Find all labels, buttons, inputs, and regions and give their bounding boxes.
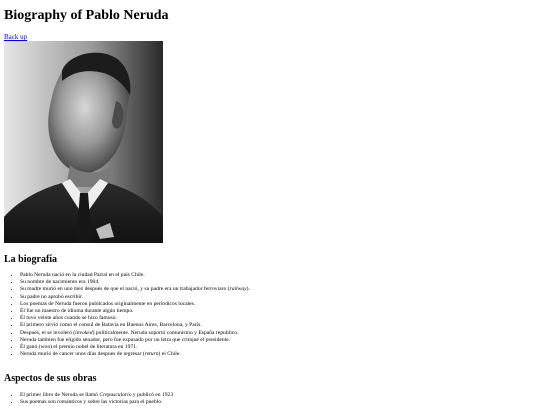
text-run: ) el Chile. bbox=[158, 351, 181, 358]
text-run: y publicó en 1923 bbox=[131, 392, 174, 398]
italic-term: invoked bbox=[75, 329, 93, 336]
page-title: Biography of Pablo Neruda bbox=[4, 8, 169, 23]
italic-term: railway bbox=[229, 286, 247, 293]
text-run: Su padre no aprobó escribir. bbox=[20, 293, 83, 300]
list-item bbox=[20, 351, 540, 358]
list-item bbox=[20, 330, 540, 337]
text-run: Los poemas de Neruda fueron publicados originalmente en periodicos locales. bbox=[20, 300, 196, 307]
works-list bbox=[4, 392, 540, 406]
list-item bbox=[20, 286, 540, 293]
text-run: Pablo Neruda nació en la ciudad Parral en el país Chile. bbox=[20, 272, 145, 278]
list-item bbox=[20, 337, 540, 344]
text-run: ). bbox=[246, 286, 250, 293]
list-item bbox=[20, 322, 540, 329]
text-run: Neruda tambien fue eligido senador, pero fue expusado por un letra que critiqué el presidente. bbox=[20, 336, 231, 343]
neruda-portrait-image bbox=[4, 41, 163, 243]
biography-list bbox=[4, 272, 540, 358]
text-run: Su madre murió en uno mez después de que el nació, y su padre era un trabajador ferroviaro ( bbox=[20, 286, 230, 293]
list-item bbox=[20, 272, 540, 279]
list-item bbox=[20, 392, 540, 399]
italic-term: return bbox=[144, 351, 159, 358]
text-run: El primero sirvió como el consul de Batavia en Buenos Aires, Barcelona, y Paris. bbox=[20, 322, 202, 329]
list-item bbox=[20, 301, 540, 308]
italic-term: Crepusculario bbox=[99, 392, 132, 398]
text-run: Él ganó (won) el premio nobel de literatura en 1971. bbox=[20, 344, 138, 351]
text-run: Su nombre de nacimiento era 1904. bbox=[20, 279, 100, 286]
text-run: ) politicalmente. Neruda soportó comunismo y España republico. bbox=[92, 329, 239, 336]
section-heading-biografia: La biografía bbox=[4, 254, 58, 265]
text-run: Él fue un maestro de idioma durante algún tiempo. bbox=[20, 308, 134, 315]
text-run: Después, el se involeró ( bbox=[20, 329, 76, 336]
text-run: El primer libro de Neruda se llamó bbox=[20, 392, 100, 398]
text-run: Sus poemas son románticos y sobre las victorias para el pueblo. bbox=[20, 399, 163, 406]
list-item bbox=[20, 315, 540, 322]
list-item bbox=[20, 294, 540, 301]
text-run: Él tuvo veinte años cuando se hizo famoso. bbox=[20, 315, 117, 322]
back-up-link[interactable]: Back up bbox=[4, 33, 28, 41]
section-heading-obras: Aspectos de sus obras bbox=[4, 373, 97, 384]
text-run: Neruda murió de cancer unos días despues de regresar ( bbox=[20, 351, 145, 358]
